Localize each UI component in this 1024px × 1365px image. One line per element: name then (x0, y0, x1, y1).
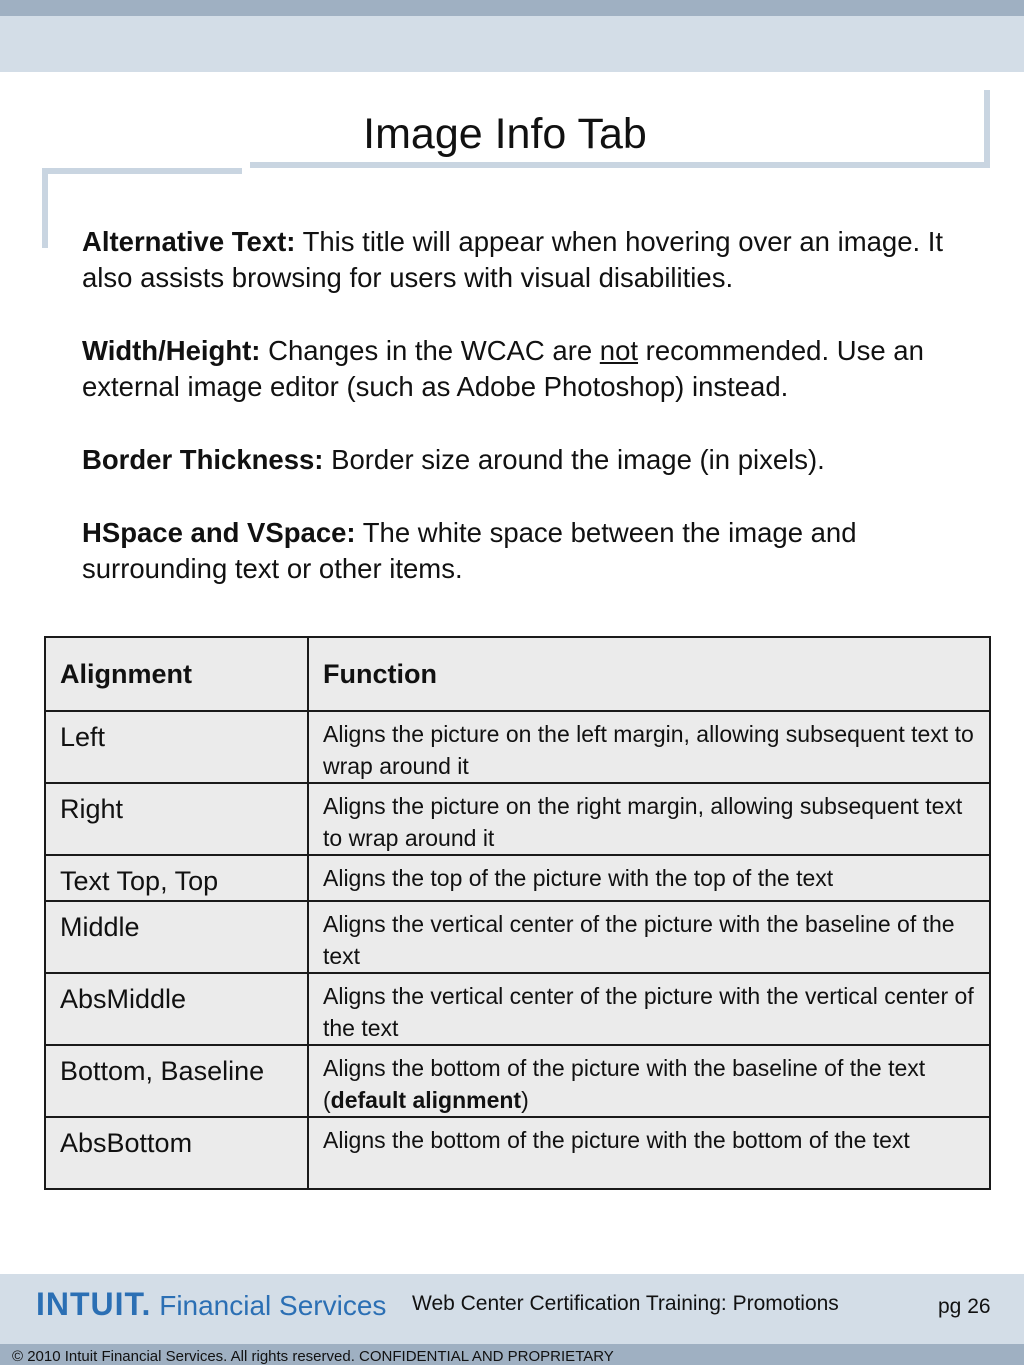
function-cell: Aligns the picture on the left margin, allowing subsequent text to wrap around it (308, 711, 990, 783)
body-text (82, 224, 982, 624)
table-row (45, 1045, 990, 1117)
intuit-logo (36, 1282, 386, 1328)
header-strip (0, 0, 1024, 16)
space-paragraph (82, 515, 982, 587)
width-height-paragraph (82, 333, 982, 405)
border-desc: Border size around the image (in pixels). (323, 444, 825, 475)
function-text-pre: Aligns the bottom of the picture with the baseline of the text ( (323, 1055, 926, 1113)
function-cell: Aligns the picture on the right margin, allowing subsequent text to wrap around it (308, 783, 990, 855)
course-title: Web Center Certification Training: Promotions (412, 1292, 839, 1315)
default-alignment-label: default alignment (330, 1087, 522, 1113)
alt-text-desc: This title will appear when hovering over an image. It also assists browsing for users with visual disabilities. (82, 226, 944, 293)
alignment-cell: AbsMiddle (45, 973, 308, 1045)
function-cell: Aligns the top of the picture with the top of the text (308, 855, 990, 901)
page-title: Image Info Tab (363, 110, 647, 158)
alignment-cell: Bottom, Baseline (45, 1045, 308, 1117)
alt-text-paragraph (82, 224, 982, 296)
alignment-table (44, 636, 991, 1190)
border-label: Border Thickness: (82, 444, 324, 475)
table-header-row (45, 637, 990, 711)
logo-text: Financial Services (151, 1290, 387, 1321)
logo-brand: INTUIT. (36, 1286, 152, 1322)
space-label: HSpace and VSpace: (82, 517, 356, 548)
table-row (45, 901, 990, 973)
function-cell: Aligns the vertical center of the picture with the vertical center of the text (308, 973, 990, 1045)
copyright-notice: © 2010 Intuit Financial Services. All rights reserved. CONFIDENTIAL AND PROPRIETARY (12, 1348, 614, 1365)
space-desc: The white space between the image and surrounding text or other items. (82, 517, 857, 584)
function-text-post: ) (521, 1087, 529, 1113)
table-row (45, 1117, 990, 1189)
page-number: pg 26 (938, 1295, 991, 1318)
alignment-cell: Right (45, 783, 308, 855)
border-paragraph (82, 442, 982, 478)
width-height-desc-pre: Changes in the WCAC are (260, 335, 600, 366)
width-height-label: Width/Height: (82, 335, 261, 366)
header-function: Function (308, 637, 990, 711)
alignment-cell: Text Top, Top (45, 855, 308, 901)
width-height-desc-post: recommended. Use an external image editor (such as Adobe Photoshop) instead. (82, 335, 924, 402)
alignment-cell: Left (45, 711, 308, 783)
table-row (45, 973, 990, 1045)
table-row (45, 783, 990, 855)
width-height-emphasis: not (599, 335, 639, 366)
header-alignment: Alignment (45, 637, 308, 711)
function-cell (308, 1045, 990, 1117)
table-row (45, 855, 990, 901)
alignment-cell: AbsBottom (45, 1117, 308, 1189)
alignment-cell: Middle (45, 901, 308, 973)
function-cell: Aligns the bottom of the picture with the bottom of the text (308, 1117, 990, 1189)
function-cell: Aligns the vertical center of the picture with the baseline of the text (308, 901, 990, 973)
alt-text-label: Alternative Text: (82, 226, 296, 257)
table-row (45, 711, 990, 783)
